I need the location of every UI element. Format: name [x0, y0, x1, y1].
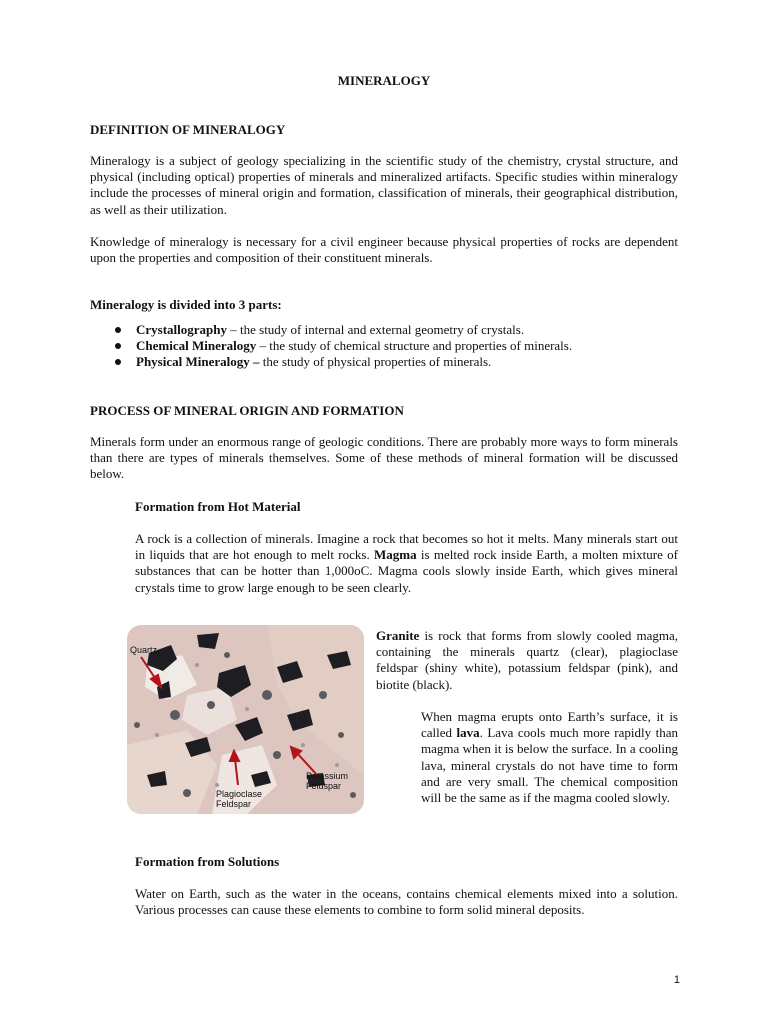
potassium-label-line1: Potassium [306, 771, 349, 781]
solutions-paragraph: Water on Earth, such as the water in the oceans, contains chemical elements mixed into a solution. Various processes can cause these elements to combine to form solid mineral deposits. [135, 886, 678, 918]
quartz-label: Quartz [130, 645, 158, 655]
plagioclase-label-line1: Plagioclase [216, 789, 263, 799]
lava-term: lava [456, 725, 480, 741]
plagioclase-label-line2: Feldspar [216, 799, 252, 809]
process-intro-paragraph: Minerals form under an enormous range of geologic conditions. There are probably more ways to form minerals than there are types of minerals themselves. Some of these methods of mineral formation will be discussed below. [90, 434, 678, 482]
granite-term: Granite [376, 628, 420, 643]
section-heading-definition: DEFINITION OF MINERALOGY [90, 122, 286, 137]
parts-list [112, 322, 682, 370]
part-desc: the study of physical properties of minerals. [259, 354, 492, 369]
definition-paragraph: Mineralogy is a subject of geology specializing in the scientific study of the chemistry, crystal structure, and physical (including optical) properties of minerals and mineralized artifacts. Specific studies within mineralogy include the processes of mineral origin and formation, classification of minerals, their geographical distribution, as well as their utilization. [90, 153, 678, 217]
part-term: Chemical Mineralogy [136, 338, 257, 353]
granite-paragraph: Granite is rock that forms from slowly cooled magma, containing the minerals quartz (clear), plagioclase feldspar (shiny white), potassium feldspar (pink), and biotite (black). [376, 628, 678, 692]
list-item [112, 338, 682, 354]
part-term: Crystallography [136, 322, 227, 337]
civil-engineer-paragraph: Knowledge of mineralogy is necessary for a civil engineer because physical properties of rocks are dependent upon the properties and composition of their constituent minerals. [90, 234, 678, 266]
list-item [112, 354, 682, 370]
granite-photo [127, 625, 364, 814]
potassium-label-line2: Feldspar [306, 781, 342, 791]
hot-material-paragraph: A rock is a collection of minerals. Imagine a rock that becomes so hot it melts. Many minerals start out in liquids that are hot enough to melt rocks. Magma is melted rock inside Earth, a molten mixture of substances that can be hotter than 1,000oC. Magma cools slowly inside Earth, which gives mineral crystals time to grow large enough to be seen clearly. [135, 531, 678, 595]
page-title: MINERALOGY [337, 73, 431, 88]
magma-term: Magma [374, 547, 417, 563]
lava-paragraph: When magma erupts onto Earth’s surface, it is called lava. Lava cools much more rapidly than magma when it is below the surface. In a cooling lava, mineral crystals do not have time to form and are very small. The chemical composition will be the same as if the magma cooled slowly. [421, 709, 678, 806]
page-number: 1 [673, 974, 680, 986]
part-term: Physical Mineralogy – [136, 354, 260, 369]
list-item [112, 322, 682, 338]
subheading-hot-material: Formation from Hot Material [135, 499, 301, 514]
subheading-solutions: Formation from Solutions [135, 854, 280, 869]
part-desc: – the study of internal and external geometry of crystals. [227, 322, 525, 337]
part-desc: – the study of chemical structure and properties of minerals. [256, 338, 573, 353]
divided-heading: Mineralogy is divided into 3 parts: [90, 297, 282, 312]
section-heading-process: PROCESS OF MINERAL ORIGIN AND FORMATION [90, 403, 404, 418]
